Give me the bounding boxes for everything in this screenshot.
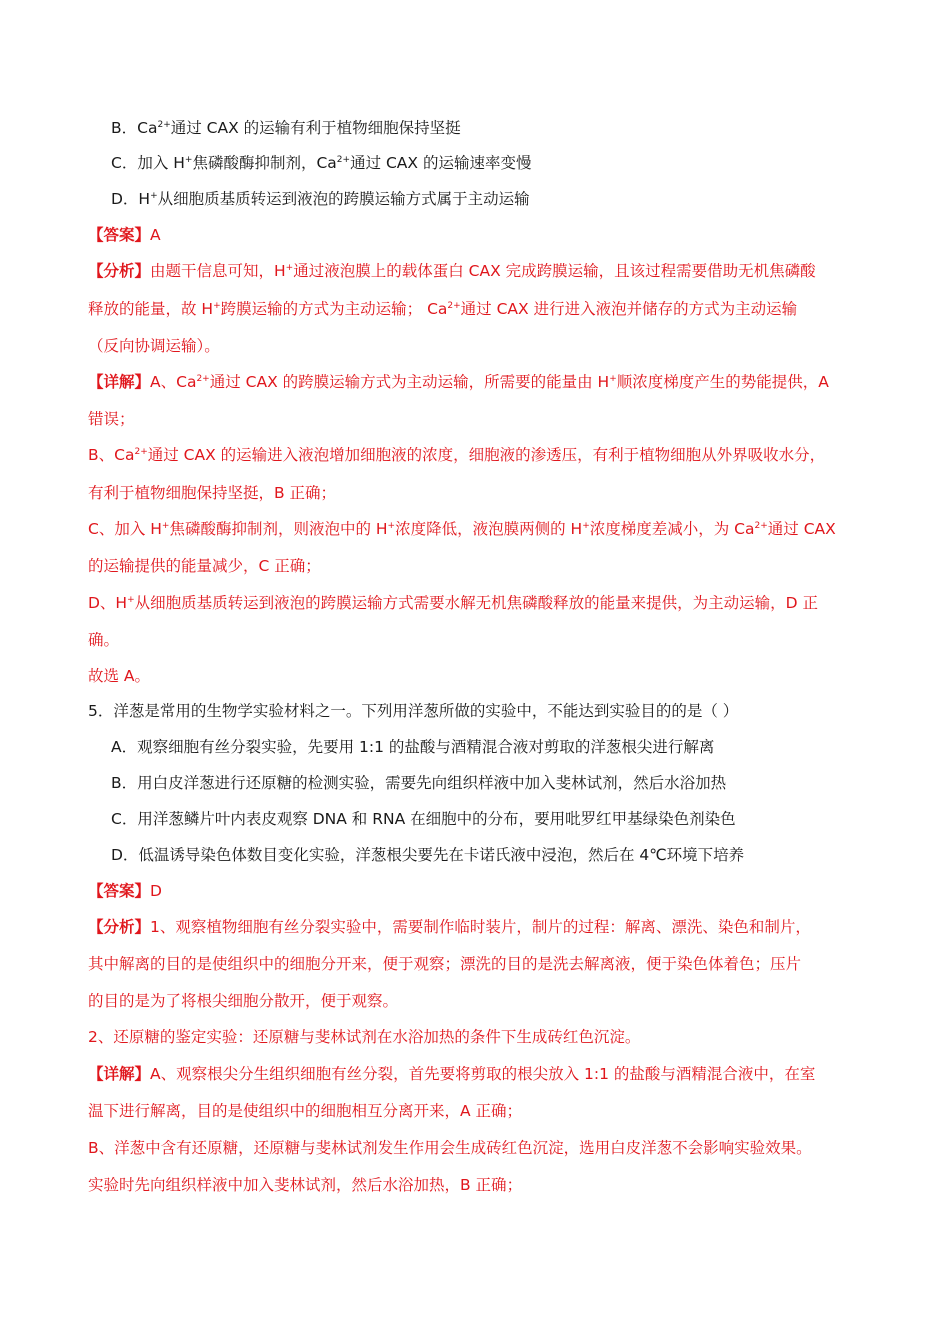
text: 确。	[88, 631, 120, 649]
text: 焦磷酸酶抑制剂，Ca	[192, 154, 337, 172]
q4-detail-b-line-2	[88, 482, 336, 504]
text: 的运输提供的能量减少，C 正确；	[88, 557, 321, 575]
text: （反向协调运输）。	[88, 337, 220, 355]
text: 由题干信息可知，H	[150, 262, 286, 280]
q4-detail-d-line-2	[88, 629, 119, 651]
detail-tag: 【详解】	[88, 373, 151, 391]
answer-value: D	[150, 882, 162, 900]
text: C、加入 H	[88, 520, 162, 538]
answer-value: A	[150, 226, 161, 244]
superscript: 2+	[754, 521, 768, 531]
superscript: 2+	[157, 120, 171, 130]
superscript: +	[387, 521, 396, 531]
text: 焦磷酸酶抑制剂，则液泡中的 H	[169, 520, 388, 538]
text: 通过 CAX 的运输进入液泡增加细胞液的浓度，细胞液的渗透压，有利于植物细胞从外界吸收水分，	[147, 446, 826, 464]
text: D、H	[88, 594, 128, 612]
q4-option-d	[111, 188, 530, 210]
text: 1、观察植物细胞有丝分裂实验中，需要制作临时装片，制片的过程：解离、漂洗、染色和制片，	[150, 918, 811, 936]
q4-detail-a-line-1	[88, 371, 829, 393]
text: 从细胞质基质转运到液泡的跨膜运输方式属于主动运输	[157, 190, 530, 208]
superscript: 2+	[196, 374, 210, 384]
q5-answer	[88, 880, 162, 902]
text: 通过 CAX 进行进入液泡并储存的方式为主动运输	[460, 300, 798, 318]
text: C．加入 H	[111, 154, 185, 172]
superscript: +	[213, 301, 221, 311]
q5-option-b: B．用白皮洋葱进行还原糖的检测实验，需要先向组织样液中加入斐林试剂，然后水浴加热	[111, 774, 727, 792]
text: B、Ca	[88, 446, 135, 464]
q5-option-d: D．低温诱导染色体数目变化实验，洋葱根尖要先在卡诺氏液中浸泡，然后在 4℃环境下培养	[111, 846, 745, 864]
q4-option-c	[111, 152, 531, 174]
q5-analysis-line-3: 的目的是为了将根尖细胞分散开，便于观察。	[88, 992, 399, 1010]
superscript: 2+	[447, 301, 461, 311]
q4-detail-d-line-1	[88, 592, 818, 614]
superscript: +	[161, 521, 170, 531]
q5-stem: 5．洋葱是常用的生物学实验材料之一。下列用洋葱所做的实验中，不能达到实验目的的是（ ）	[88, 702, 739, 720]
superscript: +	[150, 191, 158, 201]
superscript: +	[184, 155, 193, 165]
q5-option-a: A．观察细胞有丝分裂实验，先要用 1:1 的盐酸与酒精混合液对剪取的洋葱根尖进行解离	[111, 738, 715, 756]
superscript: +	[285, 263, 294, 273]
q4-analysis-line-2	[88, 298, 797, 320]
text: A、Ca	[150, 373, 197, 391]
q4-analysis-line-3	[88, 335, 220, 357]
q4-detail-a-line-2	[88, 408, 135, 430]
q4-option-b	[111, 117, 461, 139]
text: A、观察根尖分生组织细胞有丝分裂，首先要将剪取的根尖放入 1:1 的盐酸与酒精混合液中，在室	[150, 1065, 816, 1083]
q4-analysis-line-1	[88, 260, 816, 282]
q5-analysis-line-1	[88, 916, 811, 938]
text: 通过液泡膜上的载体蛋白 CAX 完成跨膜运输，且该过程需要借助无机焦磷酸	[293, 262, 816, 280]
text: 通过 CAX 的跨膜运输方式为主动运输，所需要的能量由 H	[209, 373, 610, 391]
superscript: +	[609, 374, 617, 384]
text: 跨膜运输的方式为主动运输； Ca	[220, 300, 448, 318]
q4-detail-c-line-2	[88, 555, 321, 577]
answer-tag: 【答案】	[88, 882, 151, 900]
superscript: +	[582, 521, 590, 531]
q4-answer	[88, 224, 161, 246]
text: 顺浓度梯度产生的势能提供，A	[616, 373, 829, 391]
detail-tag: 【详解】	[88, 1065, 151, 1083]
superscript: 2+	[134, 447, 148, 457]
q5-analysis-line-4: 2、还原糖的鉴定实验：还原糖与斐林试剂在水浴加热的条件下生成砖红色沉淀。	[88, 1028, 641, 1046]
q4-final-choice	[88, 665, 150, 687]
answer-tag: 【答案】	[88, 226, 151, 244]
q4-detail-b-line-1	[88, 444, 825, 466]
text: 故选 A。	[88, 667, 151, 685]
text: 错误；	[88, 410, 135, 428]
q5-detail-b-line-1: B、洋葱中含有还原糖，还原糖与斐林试剂发生作用会生成砖红色沉淀，选用白皮洋葱不会影响实验效果。	[88, 1139, 812, 1157]
analysis-tag: 【分析】	[88, 262, 151, 280]
text: 浓度降低，液泡膜两侧的 H	[395, 520, 583, 538]
superscript: +	[127, 595, 135, 605]
text: 通过 CAX	[767, 520, 836, 538]
text: 浓度梯度差减小，为 Ca	[589, 520, 755, 538]
text: 通过 CAX 的运输速率变慢	[350, 154, 532, 172]
q5-detail-a-line-1	[88, 1063, 815, 1085]
text: D．H	[111, 190, 151, 208]
text: 释放的能量，故 H	[88, 300, 214, 318]
text: 从细胞质基质转运到液泡的跨膜运输方式需要水解无机焦磷酸释放的能量来提供，为主动运输，D 正	[134, 594, 819, 612]
superscript: 2+	[336, 155, 351, 165]
text: B．Ca	[111, 119, 158, 137]
text: 有利于植物细胞保持坚挺，B 正确；	[88, 484, 337, 502]
q5-option-c: C．用洋葱鳞片叶内表皮观察 DNA 和 RNA 在细胞中的分布，要用吡罗红甲基绿染色剂染色	[111, 810, 736, 828]
q5-detail-b-line-2: 实验时先向组织样液中加入斐林试剂，然后水浴加热，B 正确；	[88, 1176, 523, 1194]
q4-detail-c-line-1	[88, 518, 836, 540]
analysis-tag: 【分析】	[88, 918, 151, 936]
text: 通过 CAX 的运输有利于植物细胞保持坚挺	[170, 119, 461, 137]
q5-detail-a-line-2: 温下进行解离，目的是使组织中的细胞相互分离开来，A 正确；	[88, 1102, 523, 1120]
q5-analysis-line-2: 其中解离的目的是使组织中的细胞分开来，便于观察；漂洗的目的是洗去解离液，便于染色体着色；压片	[88, 955, 802, 973]
